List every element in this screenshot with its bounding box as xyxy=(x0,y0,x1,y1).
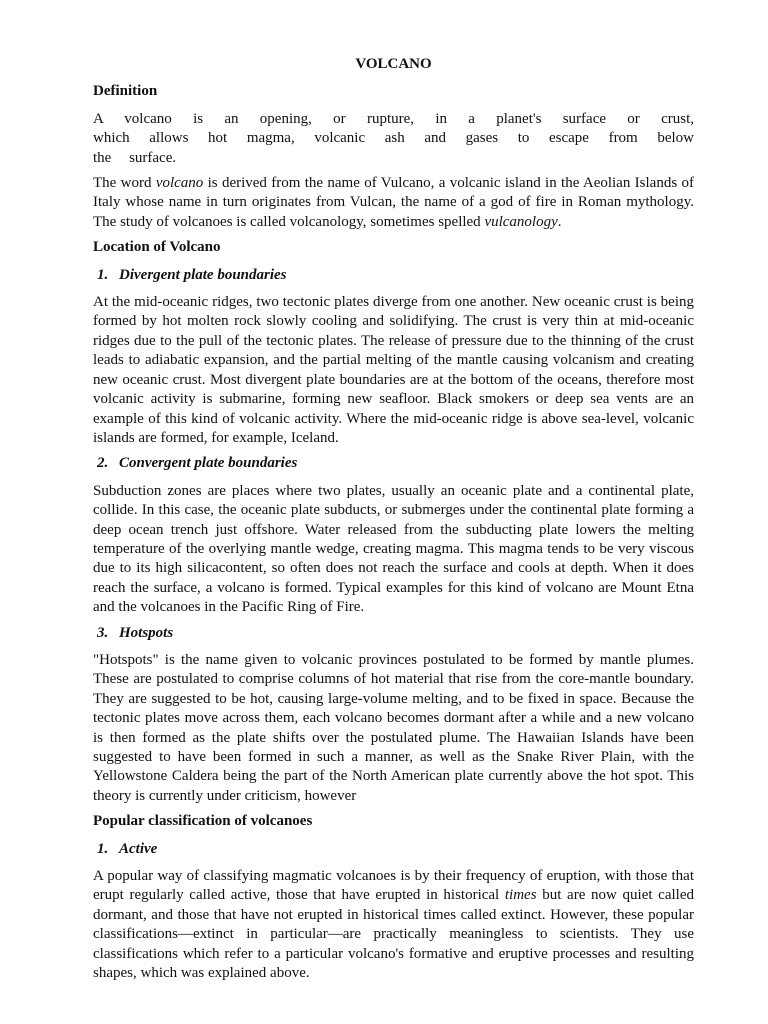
definition-p2-text-c: . xyxy=(557,213,562,230)
location-item-1-paragraph: At the mid-oceanic ridges, two tectonic plates diverge from one another. New oceanic crust is being formed by hot molten rock slowly cooling and solidifying. The crust is very thin at mid-oceanic ridges due to the pull of the tectonic plates. The release of pressure due to the thinning of the crust leads to adiabatic expansion, and the partial melting of the mantle causing volcanism and creating new oceanic crust. Most divergent plate boundaries are at the bottom of the oceans, therefore most volcanic activity is submarine, forming new seafloor. Black smokers or deep sea vents are an example of this kind of volcanic activity. Where the mid-oceanic ridge is above sea-level, volcanic islands are formed, for example, Iceland. xyxy=(93,294,694,446)
definition-paragraph-1: A volcano is an opening, or rupture, in a planet's surface or crust, which allows hot magma, volcanic ash and gases to escape from below the surface. xyxy=(93,110,694,166)
classification-text-b: but are now quiet called dormant, and those that have not erupted in historical times called extinct. However, these popular classifications—extinct in particular—are practically meaningless to scientists. They use classifications which refer to a particular volcano's formative and eruptive processes and resulting shapes, which was explained above. xyxy=(93,887,694,982)
location-item-1-label: Divergent plate boundaries xyxy=(119,266,287,283)
location-item-3-label: Hotspots xyxy=(119,624,174,641)
definition-p2-emphasis-volcano: volcano xyxy=(155,175,204,192)
definition-paragraph-2 xyxy=(93,174,694,232)
classification-item-1-heading xyxy=(93,840,694,859)
classification-heading: Popular classification of volcanoes xyxy=(93,813,313,830)
location-item-3-number: 3. xyxy=(97,624,109,641)
classification-text-a: A popular way of classifying magmatic volcanoes is by their frequency of eruption, with those that erupt regularly called active, those that have erupted in historical xyxy=(93,868,694,904)
location-heading: Location of Volcano xyxy=(93,239,221,256)
definition-p2-text-a: The word xyxy=(93,175,156,192)
definition-p2-text-b: is derived from the name of Vulcano, a volcanic island in the Aeolian Islands of Italy whose name in turn originates from Vulcan, the name of a god of fire in Roman mythology. The study of volcanoes is called volcanology, sometimes spelled xyxy=(93,175,694,230)
classification-emphasis-times: times xyxy=(504,887,537,904)
definition-heading: Definition xyxy=(93,83,158,100)
classification-paragraph xyxy=(93,867,694,983)
location-item-2-heading xyxy=(93,454,694,473)
location-item-1-number: 1. xyxy=(97,266,109,283)
location-item-2-number: 2. xyxy=(97,455,109,472)
classification-item-1-number: 1. xyxy=(97,840,109,857)
location-item-3-paragraph: "Hotspots" is the name given to volcanic provinces postulated to be formed by mantle plumes. These are postulated to comprise columns of hot material that rise from the core-mantle boundary. They are suggested to be hot, causing large-volume melting, and to be fixed in space. Because the tectonic plates move across them, each volcano becomes dormant after a while and a new volcano is then formed as the plate shifts over the postulated plume. The Hawaiian Islands have been suggested to have been formed in such a manner, as well as the Snake River Plain, with the Yellowstone Caldera being the part of the North American plate currently above the hot spot. This theory is currently under criticism, however xyxy=(93,651,694,804)
location-item-1-heading xyxy=(93,266,694,285)
document-title: VOLCANO xyxy=(355,56,432,72)
document-page xyxy=(93,55,694,989)
location-item-2-paragraph: Subduction zones are places where two plates, usually an oceanic plate and a continental plate, collide. In this case, the oceanic plate subducts, or submerges under the continental plate forming a deep ocean trench just offshore. Water released from the subducting plate lowers the melting temperature of the overlying mantle wedge, creating magma. This magma tends to be very viscous due to its high silicacontent, so often does not reach the surface and cools at depth. When it does reach the surface, a volcano is formed. Typical examples for this kind of volcano are Mount Etna and the volcanoes in the Pacific Ring of Fire. xyxy=(93,482,694,616)
definition-p2-emphasis-vulcanology: vulcanology xyxy=(484,213,558,230)
location-item-3-heading xyxy=(93,624,694,643)
location-item-2-label: Convergent plate boundaries xyxy=(119,455,298,472)
classification-item-1-label: Active xyxy=(119,840,158,857)
